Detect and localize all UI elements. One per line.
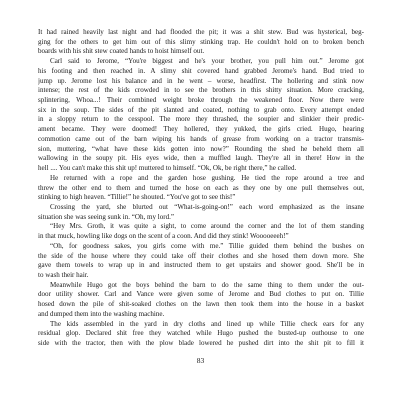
text-line: stinking to high heaven. “Tillie!” he shouted. “You've got to see this!”: [38, 193, 236, 202]
text-line: The kids assembled in the yard in dry cloths and lined up while Tillie check ears for any: [50, 319, 364, 328]
text-line: Carl said to Jerome, “You're biggest and he's your brother, you pull him out.” Jerome got: [50, 57, 364, 66]
text-line: residual glop. Declared shit free they watched while Hugo pushed the busted-up outhouse to one: [38, 329, 364, 338]
paragraph: [38, 281, 364, 320]
text-line: boards with his shit stew coated hands to hoist himself out.: [38, 47, 205, 56]
text-line: situation she was seeing sunk in. “Oh, my lord.”: [38, 212, 175, 221]
paragraph: [38, 203, 364, 222]
text-line: door utility shower. Carl and Vance were given some of Jerome and Bud clothes to put on. Tillie: [38, 290, 364, 299]
paragraph: [38, 28, 364, 57]
text-line: threw the other end to them and turned the hose on each as they one by one pull themselves out,: [38, 183, 364, 192]
text-line: the side of the house where they could take off their clothes and she hosed them down more. She: [38, 251, 364, 260]
paragraph: [38, 320, 364, 349]
text-line: Crossing the yard, she blurted out “What-is-going-on!” each word emphasized as the insane: [50, 202, 364, 211]
text-line: ament became. They were doomed! They hollered, they yukked, the girls cried. Hugo, hearing: [38, 125, 364, 134]
text-line: It had rained heavily last night and had flooded the pit; it was a shit stew. Bud was hysterical, beg-: [38, 28, 364, 36]
text-line: his footing and then reached in. A slimy shit covered hand grabbed Jerome's hand. Bud tried to: [38, 66, 364, 75]
text-line: splintering, Whoa...! Their combined weight broke through the weakened floor. Now there were: [38, 96, 364, 105]
text-line: jump up. Jerome lost his balance and in he went – worse, headfirst. The hollering and stink now: [38, 76, 364, 85]
text-line: intense; the rest of the kids crowded in to see the brothers in this shitty situation. More cracking,: [38, 86, 364, 95]
body-text: [38, 28, 364, 349]
paragraph: [38, 242, 364, 281]
text-line: side with the tractor, then with the plow blade lowered he pushed dirt into the shit pit to fill it: [38, 339, 364, 347]
paragraph: [38, 57, 364, 174]
text-line: in a sloppy return to the cesspool. The more they thrashed, the soupier and slinkier their predic-: [38, 115, 364, 124]
page-number: 83: [196, 356, 205, 365]
text-line: wallowing in the soupy pit. His eyes wide, then a muffled laugh. They're all in there! How in the: [38, 154, 364, 163]
text-line: gave them towels to wrap up in and instructed them to get upstairs and shower good. She'll be in: [38, 261, 364, 270]
text-line: Meanwhile Hugo got the boys behind the barn to do the same thing to them under the out-: [50, 280, 364, 289]
text-line: and dumped them into the washing machine.: [38, 309, 165, 318]
text-line: ging for the others to get him out of this slimy stinking trap. He couldn't hold on to broken bench: [38, 37, 364, 46]
text-line: He returned with a rope and the garden hose gushing. He tied the rope around a tree and: [50, 173, 364, 182]
paragraph: [38, 222, 364, 241]
text-line: commotion came out of the barn wiping his hands of grease from working on a tractor transmis-: [38, 134, 364, 143]
text-line: to wash their hair.: [38, 270, 89, 279]
text-line: hosed down the pile of shit-soaked clothes on the lawn then took them into the house in a basket: [38, 300, 364, 309]
paragraph: [38, 174, 364, 203]
text-line: “Hey Mrs. Groth, it was quite a sight, to come around the corner and the lot of them standing: [50, 222, 364, 231]
text-line: “Oh, for goodness sakes, you girls come with me.” Tillie guided them behind the bushes on: [50, 241, 364, 250]
text-line: six in the soup. The sides of the pit slanted and coated, nothing to grab onto. Every attempt ended: [38, 105, 364, 114]
text-line: sion, muttering, “what have these kids gotten into now?” Rounding the shed he beheld them all: [38, 144, 364, 153]
text-line: in that muck, howling like dogs on the scent of a coon. And did they stink! Wooooeeeh!”: [38, 232, 289, 241]
text-line: hell .... You can't make this shit up! muttered to himself. “Ok, Ok, be right there,” he called.: [38, 164, 297, 173]
